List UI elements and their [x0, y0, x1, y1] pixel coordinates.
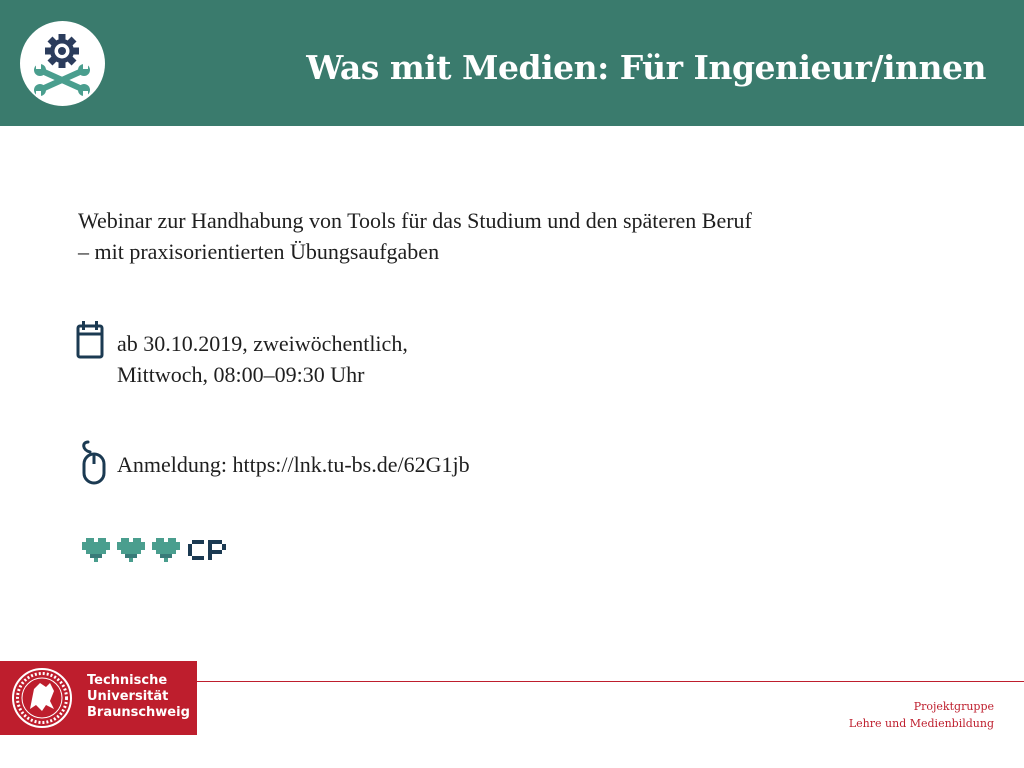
university-line-1: Technische	[87, 673, 168, 688]
footer-divider	[197, 681, 1024, 682]
university-line-2: Universität	[87, 689, 169, 704]
cp-badge	[82, 536, 232, 568]
project-group-line-2: Lehre und Medienbildung	[848, 717, 994, 730]
schedule-line-1: ab 30.10.2019, zweiwöchentlich,	[117, 331, 408, 356]
heart-icon	[82, 538, 110, 562]
project-group	[849, 698, 994, 732]
intro-line-2: – mit praxisorientierten Übungsaufgaben	[78, 239, 440, 264]
page-title: Was mit Medien: Für Ingenieur/innen	[306, 48, 986, 87]
cp-label-icon	[188, 540, 226, 560]
heart-icon	[117, 538, 145, 562]
university-name	[87, 673, 190, 721]
header-bar	[0, 0, 1024, 126]
intro-text	[78, 205, 838, 267]
gear-wrench-icon	[20, 21, 105, 106]
university-line-3: Braunschweig	[87, 705, 190, 720]
hearts-group	[82, 538, 180, 562]
intro-line-1: Webinar zur Handhabung von Tools für das Studium und den späteren Beruf	[78, 208, 752, 233]
calendar-icon	[76, 320, 106, 364]
project-group-line-1: Projektgruppe	[913, 700, 994, 713]
schedule-line-2: Mittwoch, 08:00–09:30 Uhr	[117, 362, 365, 387]
heart-icon	[152, 538, 180, 562]
university-seal-icon	[0, 661, 80, 735]
mouse-icon	[80, 440, 110, 490]
tu-braunschweig-logo	[0, 661, 197, 735]
registration-link[interactable]: Anmeldung: https://lnk.tu-bs.de/62G1jb	[117, 452, 470, 477]
schedule-text	[117, 328, 408, 390]
